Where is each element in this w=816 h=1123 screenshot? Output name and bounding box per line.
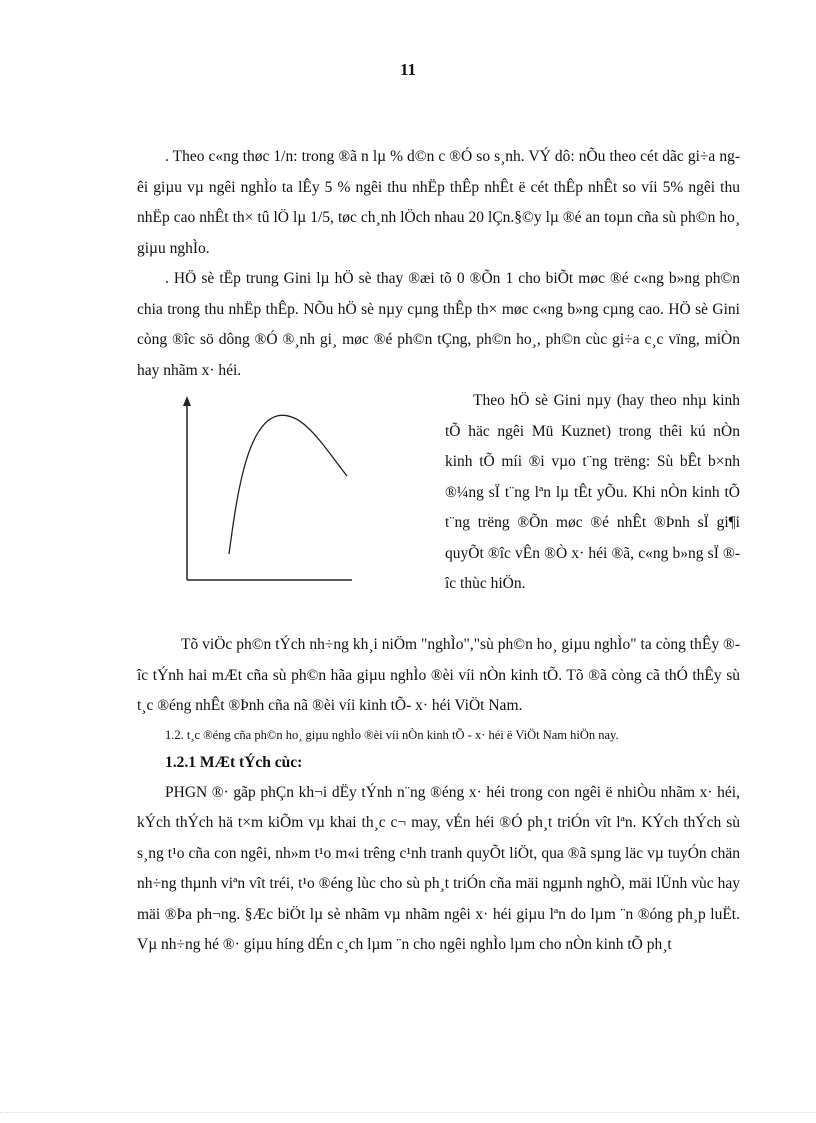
kuznets-curve-figure xyxy=(177,394,357,584)
section-heading: 1.2.1 MÆt tÝch cùc: xyxy=(165,753,303,771)
section-subheading: 1.2. t¸c ®éng cña ph©n ho¸ giµu nghÌo ®èi víi nÒn kinh tÕ - x· héi ë ViÖt Nam hiÖn nay. xyxy=(165,727,619,742)
figure-side-text xyxy=(445,386,740,600)
paragraph-formula: . Theo c«ng thøc 1/n: trong ®ã n lµ % d©n c ®Ó so s¸nh. VÝ dô: nÕu theo cét dãc gi÷a ngêi giµu vµ ngêi nghÌo ta lÊy 5 % ngêi thu nhËp thÊp nhÊt ë cét thÊp nhÊt so víi 5% ngêi thu nhËp cao nhÊt th× tû lÖ lµ 1/5, tøc ch¸nh lÖch nhau 20 lÇn.§©y lµ ®é an toµn cña sù ph©n ho¸ giµu nghÌo. xyxy=(137,148,740,257)
paragraph-analysis: Tõ viÖc ph©n tÝch nh÷ng kh¸i niÖm "nghÌo","sù ph©n ho¸ giµu nghÌo" ta còng thÊy ®îc tÝnh hai mÆt cña sù ph©n hãa giµu nghÌo ®èi víi nÒn kinh tÕ. Tõ ®ã còng cã thÓ thÊy sù t¸c ®éng nhÊt ®Þnh cña nã ®èi víi kinh tÕ- x· héi ViÖt Nam. xyxy=(137,636,740,714)
kuznets-curve xyxy=(229,415,347,554)
paragraph-gini: . HÖ sè tËp trung Gini lµ hÖ sè thay ®æi tõ 0 ®Õn 1 cho biÕt møc ®é c«ng b»ng ph©n chia trong thu nhËp thÊp. NÕu hÖ sè nµy cµng thÊp th× møc c«ng b»ng cµng cao. HÖ sè Gini còng ®îc sö dông ®Ó ®¸nh gi¸ møc ®é ph©n tÇng, ph©n ho¸, ph©n cùc gi÷a c¸c vïng, miÒn hay nhãm x· héi. xyxy=(137,270,740,379)
paragraph-kuznets: Theo hÖ sè Gini nµy (hay theo nhµ kinh tÕ häc ngêi Mü Kuznet) trong thêi kú nÒn kinh tÕ míi ®i vµo t¨ng trëng: Sù bÊt b×nh ®¼ng sÏ t¨ng lªn lµ tÊt yÕu. Khi nÒn kinh tÕ t¨ng trëng ®Õn møc ®é nhÊt ®Þnh sÏ gi¶i quyÕt ®îc vÊn ®Ò x· héi ®ã, c«ng b»ng sÏ ®îc thùc hiÖn. xyxy=(445,392,740,592)
paragraph-positive: PHGN ®· gãp phÇn kh¬i dËy tÝnh n¨ng ®éng x· héi trong con ngêi ë nhiÒu nhãm x· héi, kÝch thÝch hä t×m kiÕm vµ khai th¸c c¬ may, vÉn héi ®Ó ph¸t triÓn vît lªn. KÝch thÝch sù s¸ng t¹o cña con ngêi, nh»m t¹o m«i trêng c¹nh tranh quyÕt liÖt, qua ®ã sµng läc vµ tuyÓn chän nh÷ng thµnh viªn vît tréi, t¹o ®éng lùc cho sù ph¸t triÓn cña mäi ngµnh nghÒ, mäi lÜnh vùc hay mäi ®Þa ph¬ng. §Æc biÖt lµ sè nhãm vµ nhãm ngêi x· héi giµu lªn do lµm ¨n ®óng ph¸p luËt. Vµ nh÷ng hé ®· giµu híng dÉn c¸ch lµm ¨n cho ngêi nghÌo lµm cho nÒn kinh tÕ ph¸t xyxy=(137,783,740,953)
y-axis-arrow-icon xyxy=(183,396,191,406)
figure-block xyxy=(137,386,740,630)
page-bottom-border xyxy=(0,1112,816,1113)
page-number: 11 xyxy=(399,60,417,79)
page-body xyxy=(137,142,740,961)
